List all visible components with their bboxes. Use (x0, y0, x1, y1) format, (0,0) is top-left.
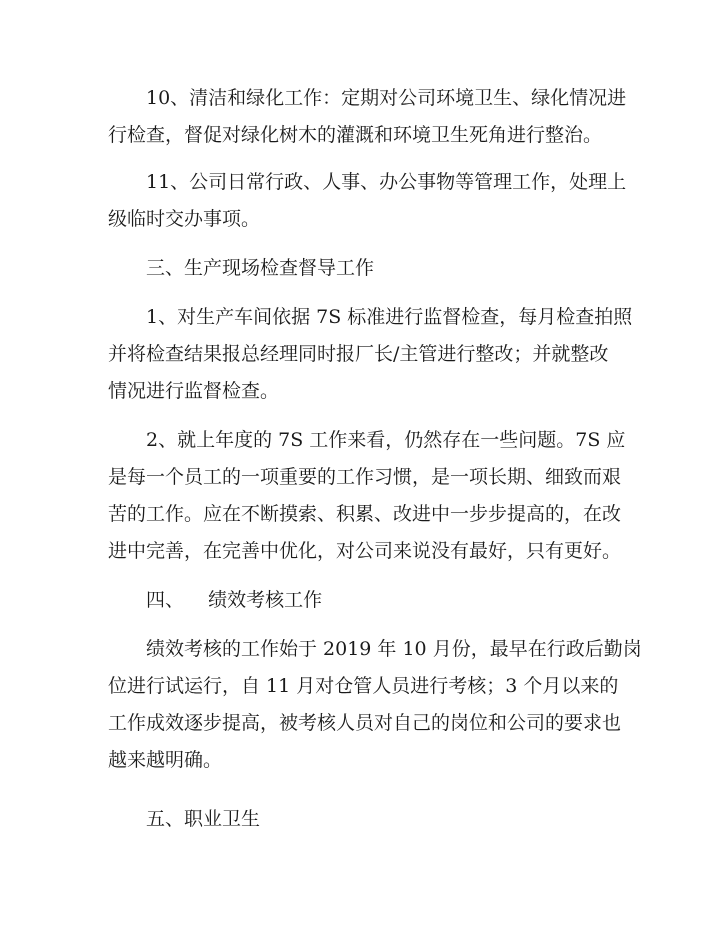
section-heading-performance-review: 四、 绩效考核工作 (146, 589, 323, 611)
text-line: 工作成效逐步提高，被考核人员对自己的岗位和公司的要求也 (108, 712, 622, 734)
document-page (108, 80, 642, 838)
section-heading-production-inspection: 三、生产现场检查督导工作 (146, 257, 375, 279)
text-line: 1、对生产车间依据 7S 标准进行监督检查，每月检查拍照 (146, 306, 633, 328)
text-line: 越来越明确。 (108, 749, 223, 771)
text-line: 苦的工作。应在不断摸索、积累、改进中一步步提高的，在改 (108, 503, 622, 525)
text-line: 2、就上年度的 7S 工作来看，仍然存在一些问题。7S 应 (146, 429, 626, 451)
text-line: 并将检查结果报总经理同时报厂长/主管进行整改；并就整改 (108, 343, 609, 365)
text-line: 11、公司日常行政、人事、办公事物等管理工作，处理上 (146, 171, 627, 193)
paragraph-cleaning-greening (108, 80, 627, 154)
text-line: 情况进行监督检查。 (108, 380, 280, 402)
text-line: 级临时交办事项。 (108, 208, 261, 230)
text-line: 进中完善，在完善中优化，对公司来说没有最好，只有更好。 (108, 540, 622, 562)
paragraph-7s-review (108, 422, 626, 570)
paragraph-7s-inspection (108, 299, 633, 410)
paragraph-performance-assessment (108, 631, 642, 779)
text-line: 10、清洁和绿化工作：定期对公司环境卫生、绿化情况进 (146, 87, 627, 109)
text-line: 绩效考核的工作始于 2019 年 10 月份，最早在行政后勤岗 (146, 638, 642, 660)
text-line: 是每一个员工的一项重要的工作习惯，是一项长期、细致而艰 (108, 466, 622, 488)
text-line: 位进行试运行，自 11 月对仓管人员进行考核；3 个月以来的 (108, 675, 619, 697)
section-heading-occupational-health: 五、职业卫生 (146, 808, 261, 830)
text-line: 行检查，督促对绿化树木的灌溉和环境卫生死角进行整治。 (108, 124, 603, 146)
paragraph-daily-admin (108, 164, 627, 238)
